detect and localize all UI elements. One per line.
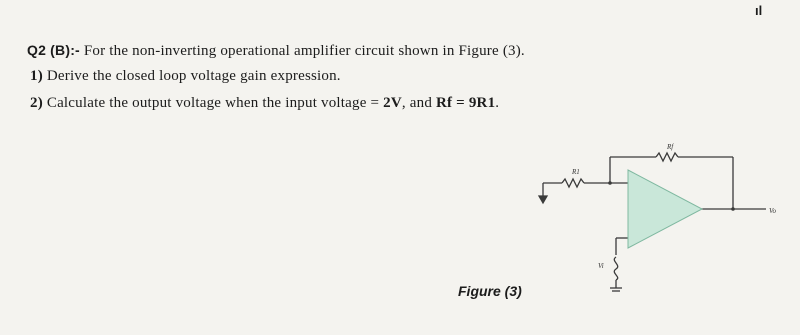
item-text: Calculate the output voltage when the input voltage = [46,95,384,111]
r1-label: R1 [572,168,580,176]
figure-caption: Figure (3) [458,283,522,299]
item-number: 1) [30,68,43,84]
rf-label: Rf [667,143,674,151]
opamp-triangle [628,170,702,248]
rf-resistor [656,153,678,161]
item-number: 2) [30,95,43,111]
item-text-mid: , and [401,95,436,111]
question-label: Q2 (B):- [27,42,80,58]
vo-label: Vo [769,207,776,215]
output-junction-dot [731,207,735,211]
item-text-end: . [495,95,500,111]
junction-dot [608,181,612,185]
corner-mark: ıl [755,3,763,18]
item-text: Derive the closed loop voltage gain expression. [46,68,341,84]
vi-label: Vi [598,262,604,270]
input-voltage-value: 2V [383,95,402,111]
ac-source-symbol [614,257,617,280]
resistor-relation: Rf = 9R1 [435,95,496,111]
r1-resistor [562,179,584,187]
question-intro-text: For the non-inverting operational amplifier circuit shown in Figure (3). [83,43,525,59]
ground-symbol [539,196,547,203]
